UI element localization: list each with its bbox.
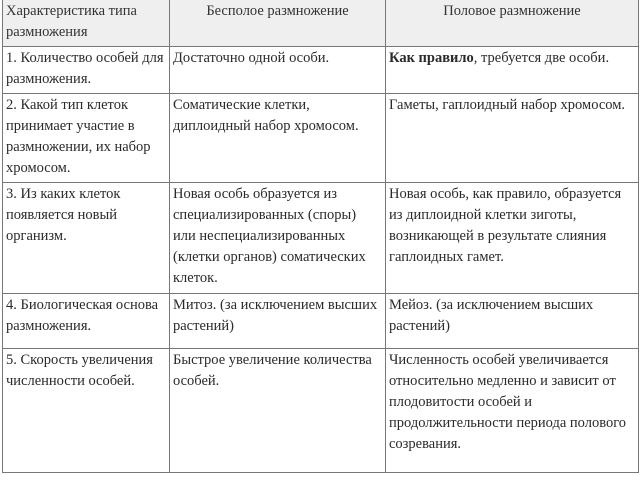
cell-criterion: 3. Из каких клеток появляется новый организм. xyxy=(3,183,170,294)
cell-sexual-emphasis: Как правило xyxy=(389,50,474,66)
cell-criterion: 5. Скорость увеличения численности особей. xyxy=(3,349,170,473)
cell-asexual: Соматические клетки, диплоидный набор хромосом. xyxy=(170,94,386,183)
cell-criterion: 1. Количество особей для размножения. xyxy=(3,47,170,94)
header-asexual: Бесполое размножение xyxy=(170,0,386,47)
cell-sexual: Мейоз. (за исключением высших растений) xyxy=(386,294,639,349)
cell-asexual: Новая особь образуется из специализированных (споры) или неспециализированных (клетки органов) соматических клеток. xyxy=(170,183,386,294)
table-header-row xyxy=(3,0,639,47)
cell-sexual xyxy=(386,47,639,94)
cell-asexual: Быстрое увеличение количества особей. xyxy=(170,349,386,473)
cell-sexual: Новая особь, как правило, образуется из диплоидной клетки зиготы, возникающей в результате слияния гаплоидных гамет. xyxy=(386,183,639,294)
cell-asexual: Митоз. (за исключением высших растений) xyxy=(170,294,386,349)
table-row xyxy=(3,349,639,473)
header-criterion: Характеристика типа размножения xyxy=(3,0,170,47)
header-sexual: Половое размножение xyxy=(386,0,639,47)
cell-sexual: Численность особей увеличивается относительно медленно и зависит от плодовитости особей и продолжительности периода полового созревания. xyxy=(386,349,639,473)
table-row xyxy=(3,94,639,183)
cell-asexual: Достаточно одной особи. xyxy=(170,47,386,94)
table-row xyxy=(3,47,639,94)
cell-criterion: 2. Какой тип клеток принимает участие в размножении, их набор хромосом. xyxy=(3,94,170,183)
comparison-table xyxy=(2,0,639,473)
cell-criterion: 4. Биологическая основа размножения. xyxy=(3,294,170,349)
table-row xyxy=(3,294,639,349)
cell-sexual-text: , требуется две особи. xyxy=(473,50,610,66)
table-row xyxy=(3,183,639,294)
cell-sexual: Гаметы, гаплоидный набор хромосом. xyxy=(386,94,639,183)
